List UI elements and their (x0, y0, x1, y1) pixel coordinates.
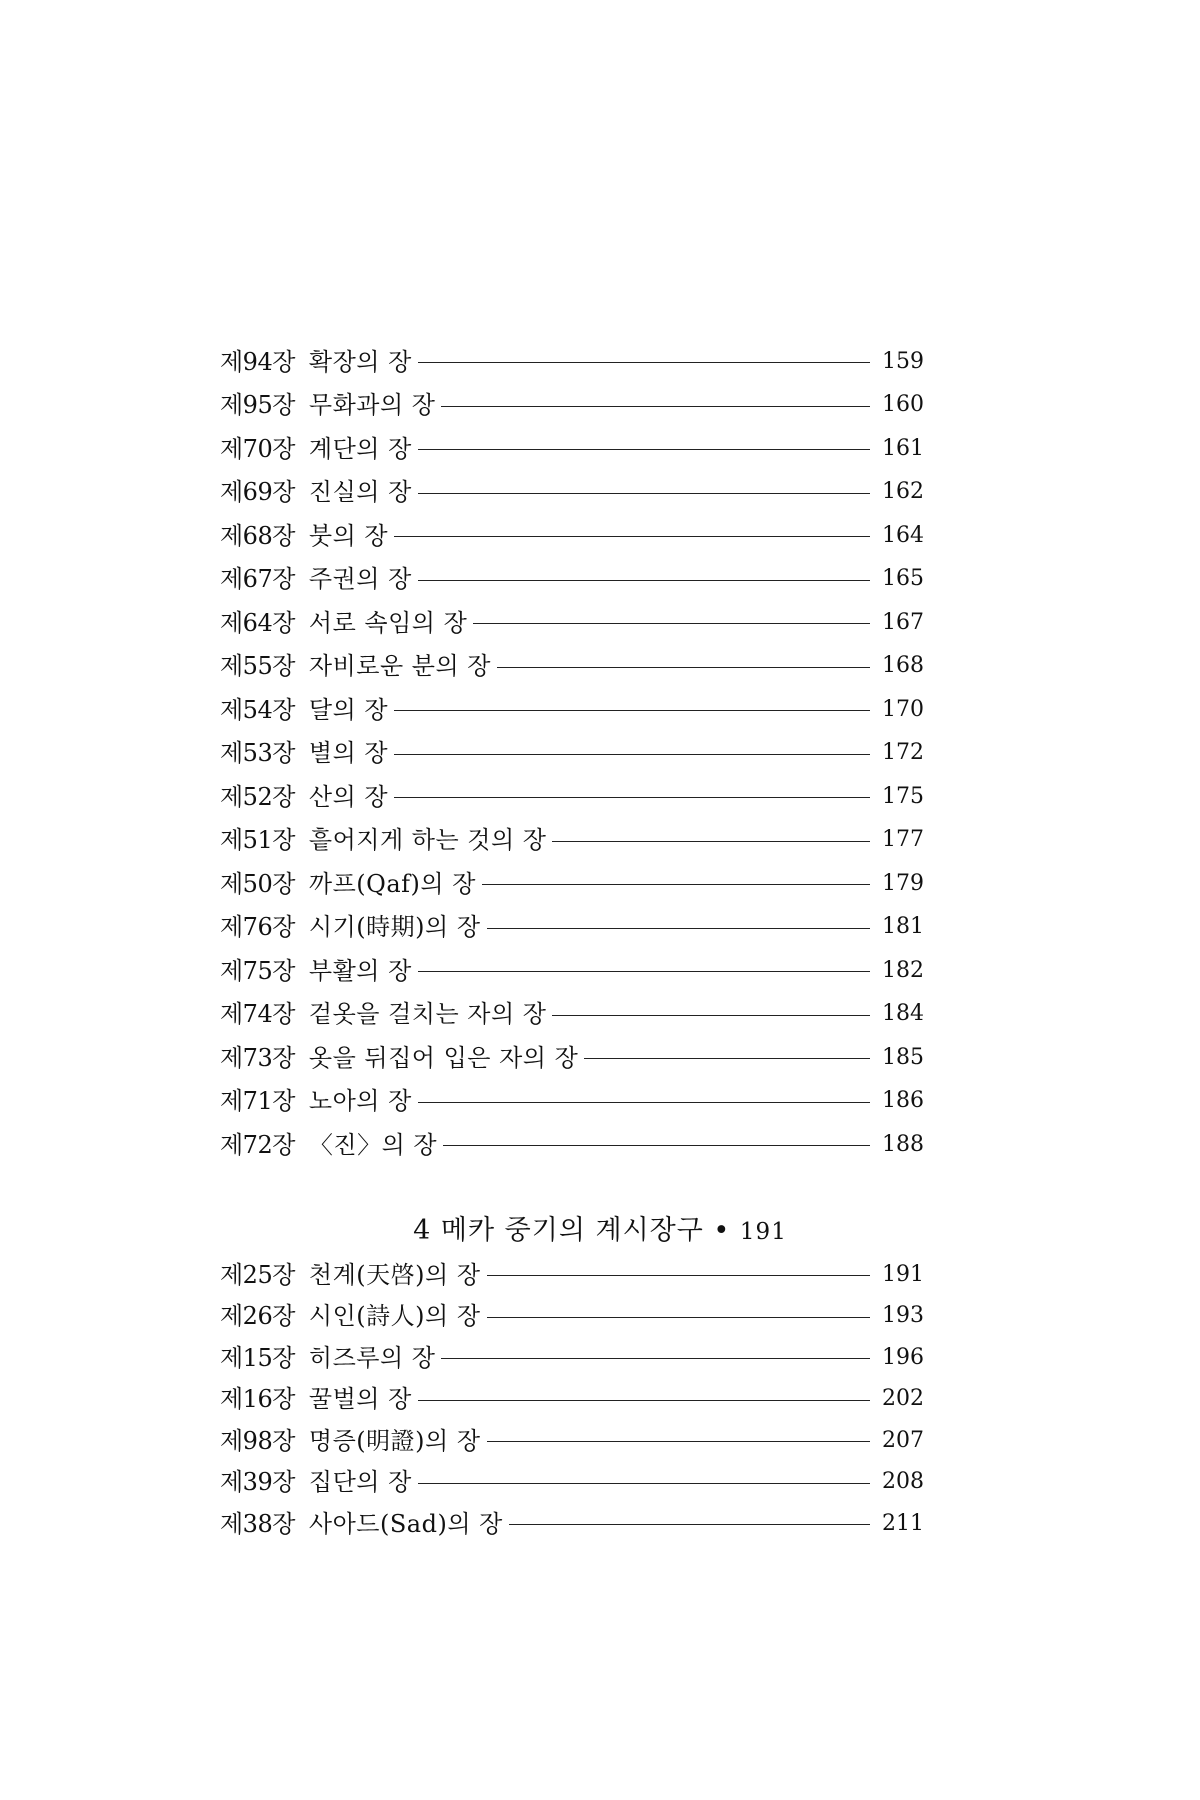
leader-line (394, 710, 870, 711)
chapter-title: 꿀벌의 장 (308, 1385, 412, 1414)
page-number: 168 (882, 653, 924, 679)
toc-row (220, 471, 924, 515)
leader-line (418, 493, 870, 494)
toc-row (220, 688, 924, 732)
chapter-number: 제68장 (220, 521, 295, 550)
toc-row (220, 601, 924, 645)
chapter-number: 제73장 (220, 1043, 295, 1072)
leader-line (473, 623, 870, 624)
chapter-number: 제94장 (220, 347, 295, 376)
toc-row (220, 819, 924, 863)
page-number: 181 (882, 914, 924, 940)
leader-line (418, 580, 870, 581)
page-number: 188 (882, 1131, 924, 1157)
chapter-number: 제70장 (220, 434, 295, 463)
toc-row (220, 427, 924, 471)
chapter-title: 히즈루의 장 (308, 1343, 436, 1372)
toc-row (220, 949, 924, 993)
leader-line (418, 1400, 870, 1401)
chapter-title: 까프(Qaf)의 장 (308, 869, 476, 898)
chapter-title: 노아의 장 (308, 1087, 412, 1116)
toc-row (220, 1123, 924, 1167)
chapter-number: 제55장 (220, 652, 295, 681)
chapter-number: 제69장 (220, 478, 295, 507)
page-number: 196 (882, 1344, 924, 1370)
page-number: 160 (882, 392, 924, 418)
leader-line (487, 928, 870, 929)
chapter-title: 명증(明證)의 장 (308, 1426, 481, 1455)
toc-row (220, 558, 924, 602)
leader-line (441, 406, 870, 407)
chapter-title: 확장의 장 (308, 347, 412, 376)
chapter-title: 별의 장 (308, 739, 389, 768)
chapter-title: 산의 장 (308, 782, 389, 811)
leader-line (552, 1015, 870, 1016)
chapter-title: 천계(天啓)의 장 (308, 1260, 481, 1289)
chapter-title: 붓의 장 (308, 521, 389, 550)
page-number: 167 (882, 609, 924, 635)
chapter-number: 제39장 (220, 1468, 295, 1497)
page-number: 165 (882, 566, 924, 592)
page-number: 211 (882, 1510, 924, 1536)
chapter-number: 제54장 (220, 695, 295, 724)
chapter-number: 제74장 (220, 1000, 295, 1029)
leader-line (482, 884, 870, 885)
chapter-number: 제71장 (220, 1087, 295, 1116)
chapter-title: 시기(時期)의 장 (308, 913, 481, 942)
toc-row (220, 1296, 924, 1338)
leader-line (418, 449, 870, 450)
page-number: 161 (882, 435, 924, 461)
toc-row (220, 1036, 924, 1080)
leader-line (418, 1483, 870, 1484)
page-number: 208 (882, 1469, 924, 1495)
toc-row (220, 514, 924, 558)
chapter-number: 제52장 (220, 782, 295, 811)
chapter-title: 서로 속임의 장 (308, 608, 468, 637)
leader-line (443, 1145, 870, 1146)
toc-row (220, 1080, 924, 1124)
chapter-number: 제51장 (220, 826, 295, 855)
chapter-number: 제67장 (220, 565, 295, 594)
chapter-number: 제95장 (220, 391, 295, 420)
page-number: 184 (882, 1001, 924, 1027)
toc-row (220, 1462, 924, 1504)
leader-line (441, 1358, 870, 1359)
page-number: 177 (882, 827, 924, 853)
chapter-title: 진실의 장 (308, 478, 412, 507)
toc-row (220, 1254, 924, 1296)
chapter-title: 겉옷을 걸치는 자의 장 (308, 1000, 547, 1029)
chapter-title: 자비로운 분의 장 (308, 652, 491, 681)
page-number: 179 (882, 870, 924, 896)
leader-line (487, 1317, 870, 1318)
leader-line (509, 1524, 870, 1525)
section-separator: • (703, 1215, 740, 1246)
chapter-title: 〈진〉의 장 (308, 1130, 438, 1159)
toc-row (220, 1503, 924, 1545)
page-number: 172 (882, 740, 924, 766)
page-number: 193 (882, 1303, 924, 1329)
page-number: 191 (882, 1261, 924, 1287)
chapter-number: 제53장 (220, 739, 295, 768)
page-number: 162 (882, 479, 924, 505)
chapter-number: 제72장 (220, 1130, 295, 1159)
toc-row (220, 645, 924, 689)
chapter-title: 계단의 장 (308, 434, 412, 463)
chapter-title: 부활의 장 (308, 956, 412, 985)
chapter-number: 제76장 (220, 913, 295, 942)
toc-row (220, 732, 924, 776)
leader-line (394, 754, 870, 755)
toc-row (220, 862, 924, 906)
page-number: 202 (882, 1386, 924, 1412)
chapter-title: 옷을 뒤집어 입은 자의 장 (308, 1043, 579, 1072)
chapter-number: 제16장 (220, 1385, 295, 1414)
chapter-number: 제38장 (220, 1509, 295, 1538)
toc-list-first (220, 340, 924, 1167)
leader-line (418, 362, 870, 363)
page-number: 207 (882, 1427, 924, 1453)
leader-line (497, 667, 870, 668)
leader-line (552, 841, 870, 842)
section-page-number: 191 (739, 1219, 787, 1245)
chapter-title: 달의 장 (308, 695, 389, 724)
toc-row (220, 906, 924, 950)
chapter-number: 제26장 (220, 1302, 295, 1331)
toc-list-second (220, 1254, 924, 1545)
page-number: 164 (882, 522, 924, 548)
leader-line (418, 1102, 870, 1103)
chapter-number: 제98장 (220, 1426, 295, 1455)
toc-row (220, 993, 924, 1037)
chapter-number: 제50장 (220, 869, 295, 898)
section-heading-text: 4 메카 중기의 계시장구 (413, 1215, 704, 1246)
page-number: 175 (882, 783, 924, 809)
chapter-number: 제64장 (220, 608, 295, 637)
chapter-title: 시인(詩人)의 장 (308, 1302, 481, 1331)
leader-line (584, 1058, 870, 1059)
page-number: 182 (882, 957, 924, 983)
leader-line (418, 971, 870, 972)
page-number: 170 (882, 696, 924, 722)
page-number: 186 (882, 1088, 924, 1114)
leader-line (487, 1275, 870, 1276)
toc-row (220, 340, 924, 384)
toc-row (220, 1379, 924, 1421)
chapter-number: 제75장 (220, 956, 295, 985)
leader-line (394, 797, 870, 798)
toc-row (220, 1337, 924, 1379)
page-number: 185 (882, 1044, 924, 1070)
leader-line (487, 1441, 870, 1442)
chapter-number: 제15장 (220, 1343, 295, 1372)
toc-row (220, 384, 924, 428)
chapter-number: 제25장 (220, 1260, 295, 1289)
toc-row (220, 775, 924, 819)
chapter-title: 흩어지게 하는 것의 장 (308, 826, 547, 855)
leader-line (394, 536, 870, 537)
chapter-title: 집단의 장 (308, 1468, 412, 1497)
toc-row (220, 1420, 924, 1462)
chapter-title: 사아드(Sad)의 장 (308, 1509, 503, 1538)
chapter-title: 무화과의 장 (308, 391, 436, 420)
page-number: 159 (882, 348, 924, 374)
section-heading (0, 1208, 1200, 1247)
chapter-title: 주권의 장 (308, 565, 412, 594)
